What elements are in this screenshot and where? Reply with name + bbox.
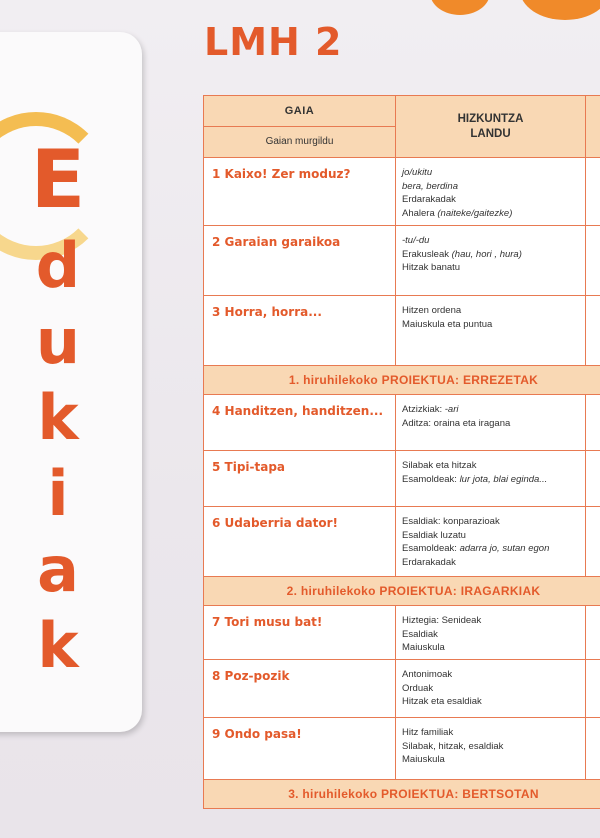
language-item-text: Esaldiak: konparazioak <box>402 516 500 527</box>
side-letter: k <box>37 381 79 454</box>
unit-extra-cell <box>586 158 600 226</box>
language-item-text: Silabak, hitzak, esaldiak <box>402 740 504 752</box>
unit-row <box>204 606 600 660</box>
project-row <box>204 577 600 606</box>
side-letter: E <box>30 133 86 226</box>
header-hizkuntza-line2: LANDU <box>470 127 511 140</box>
side-label <box>18 132 98 684</box>
side-letter: k <box>37 609 79 682</box>
side-letter: d <box>35 229 81 302</box>
language-item <box>402 556 585 570</box>
language-item-text: Esaldiak luzatu <box>402 529 466 541</box>
unit-language-contents <box>396 660 586 718</box>
language-item <box>402 753 585 767</box>
side-tab <box>0 32 142 732</box>
project-row <box>204 366 600 395</box>
project-label: 1. hiruhilekoko PROIEKTUA: ERREZETAK <box>204 366 600 395</box>
language-item-text: Maiuskula <box>402 642 445 653</box>
unit-extra-cell <box>586 606 600 660</box>
unit-topic: 6 Udaberria dator! <box>204 507 396 577</box>
contents-table <box>203 95 600 809</box>
project-label: 2. hiruhilekoko PROIEKTUA: IRAGARKIAK <box>204 577 600 606</box>
language-item-example: adarra jo, sutan egon <box>459 543 550 554</box>
unit-language-contents <box>396 296 586 366</box>
header-gaia-cell <box>204 96 396 158</box>
language-item-text: Esaldiak <box>402 628 438 640</box>
language-item-text: Hitzak eta esaldiak <box>402 696 482 707</box>
language-item-text: Antonimoak <box>402 669 453 680</box>
unit-topic: 9 Ondo pasa! <box>204 718 396 780</box>
language-item <box>402 641 585 655</box>
language-item <box>402 403 585 417</box>
unit-topic: 2 Garaian garaikoa <box>204 226 396 296</box>
language-item <box>402 695 585 709</box>
language-item <box>402 417 585 431</box>
language-item <box>402 529 585 543</box>
language-item <box>402 515 585 529</box>
language-item-text: Atzizkiak: <box>402 404 445 415</box>
language-item <box>402 726 585 740</box>
unit-row <box>204 660 600 718</box>
language-item-text: Hiztegia: Senideak <box>402 615 482 626</box>
language-item-text: Esamoldeak: <box>402 543 460 554</box>
unit-row <box>204 507 600 577</box>
unit-language-contents <box>396 451 586 507</box>
language-item-text: Erakusleak <box>402 248 452 260</box>
language-item <box>402 668 585 682</box>
unit-language-contents <box>396 158 586 226</box>
unit-language-contents <box>396 395 586 451</box>
project-row <box>204 780 600 809</box>
language-item <box>402 304 585 318</box>
side-letter: i <box>47 457 69 530</box>
language-item <box>402 166 585 180</box>
unit-topic: 3 Horra, horra... <box>204 296 396 366</box>
unit-row <box>204 296 600 366</box>
language-item-text: Esamoldeak: <box>402 473 460 485</box>
header-hizkuntza-cell <box>396 96 586 158</box>
unit-language-contents <box>396 226 586 296</box>
language-item <box>402 261 585 275</box>
unit-language-contents <box>396 606 586 660</box>
unit-row <box>204 226 600 296</box>
language-item <box>402 248 585 262</box>
language-item <box>402 234 585 248</box>
unit-extra-cell <box>586 226 600 296</box>
unit-extra-cell <box>586 451 600 507</box>
language-item-text: Hitzen ordena <box>402 305 462 316</box>
unit-topic: 8 Poz-pozik <box>204 660 396 718</box>
unit-language-contents <box>396 507 586 577</box>
unit-topic: 1 Kaixo! Zer moduz? <box>204 158 396 226</box>
language-item-example: (hau, hori , hura) <box>451 248 522 260</box>
language-item-text: Orduak <box>402 682 434 694</box>
side-letter: a <box>37 533 79 606</box>
unit-extra-cell <box>586 660 600 718</box>
language-item-text: Ahalera <box>402 207 438 219</box>
language-item <box>402 207 585 221</box>
language-item <box>402 542 585 556</box>
unit-row <box>204 451 600 507</box>
language-item <box>402 628 585 642</box>
unit-topic: 7 Tori musu bat! <box>204 606 396 660</box>
page-title: LMH 2 <box>204 20 343 64</box>
language-item-text: Erdarakadak <box>402 556 456 568</box>
table-header-row <box>204 96 600 158</box>
language-item <box>402 180 585 194</box>
language-item <box>402 473 585 487</box>
language-item <box>402 318 585 332</box>
language-item <box>402 193 585 207</box>
unit-row <box>204 718 600 780</box>
unit-extra-cell <box>586 395 600 451</box>
language-item-text: Maiuskula <box>402 754 445 765</box>
language-item-text: Silabak eta hitzak <box>402 460 477 471</box>
language-item-example: -ari <box>444 404 459 415</box>
language-item <box>402 682 585 696</box>
header-gaia: GAIA <box>284 105 315 117</box>
language-item <box>402 740 585 754</box>
language-item-text: Aditza: oraina eta iragana <box>402 417 511 429</box>
unit-extra-cell <box>586 296 600 366</box>
language-item-text: Erdarakadak <box>402 194 456 205</box>
language-item-example: (naiteke/gaitezke) <box>437 207 513 219</box>
unit-extra-cell <box>586 507 600 577</box>
language-item-text: Maiuskula eta puntua <box>402 318 493 330</box>
language-item-text: Hitz familiak <box>402 727 454 738</box>
language-item-example: jo/ukitu <box>402 167 433 178</box>
unit-topic: 5 Tipi-tapa <box>204 451 396 507</box>
language-item <box>402 459 585 473</box>
unit-topic: 4 Handitzen, handitzen... <box>204 395 396 451</box>
unit-extra-cell <box>586 718 600 780</box>
header-extra-cell <box>586 96 600 158</box>
language-item-example: -tu/-du <box>402 235 430 246</box>
header-hizkuntza-line1: HIZKUNTZA <box>457 112 524 125</box>
header-gaia-sub: Gaian murgildu <box>204 126 395 157</box>
unit-row <box>204 395 600 451</box>
unit-language-contents <box>396 718 586 780</box>
side-letter: u <box>35 305 81 378</box>
project-label: 3. hiruhilekoko PROIEKTUA: BERTSOTAN <box>204 780 600 809</box>
language-item-example: bera, berdina <box>402 180 458 192</box>
language-item-text: Hitzak banatu <box>402 262 461 273</box>
language-item <box>402 614 585 628</box>
language-item-example: lur jota, blai eginda... <box>459 473 548 485</box>
unit-row <box>204 158 600 226</box>
